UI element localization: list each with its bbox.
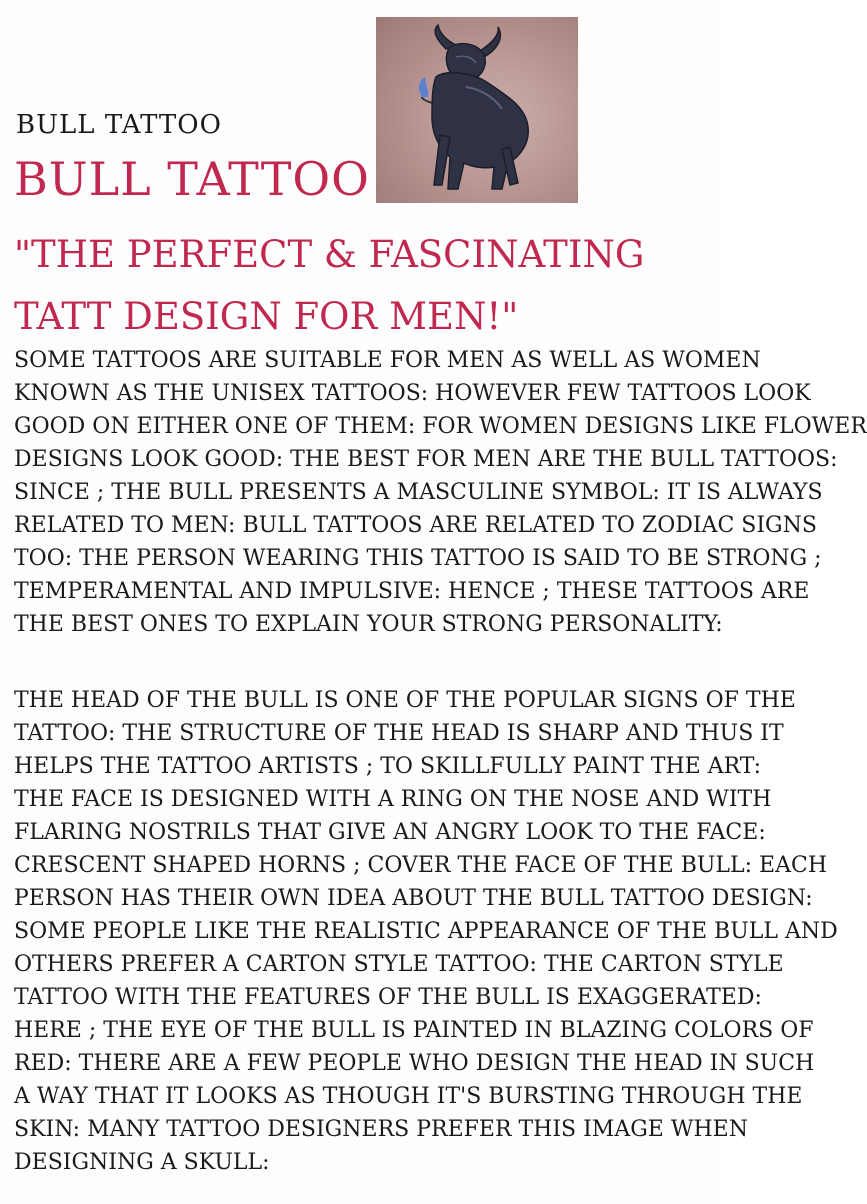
paragraph-line: RED: THERE ARE A FEW PEOPLE WHO DESIGN THE HEAD IN SUCH [14, 1051, 815, 1076]
paragraph-line: SINCE ; THE BULL PRESENTS A MASCULINE SYMBOL: IT IS ALWAYS [14, 480, 823, 505]
paragraph-line: TEMPERAMENTAL AND IMPULSIVE: HENCE ; THESE TATTOOS ARE [14, 579, 810, 604]
paragraph-line: SKIN: MANY TATTOO DESIGNERS PREFER THIS IMAGE WHEN [14, 1117, 748, 1142]
paragraph-line: SOME PEOPLE LIKE THE REALISTIC APPEARANCE OF THE BULL AND [14, 919, 838, 944]
paragraph-2 [14, 684, 838, 1179]
paragraph-line: OTHERS PREFER A CARTON STYLE TATTOO: THE CARTON STYLE [14, 952, 784, 977]
paragraph-line: A WAY THAT IT LOOKS AS THOUGH IT'S BURSTING THROUGH THE [14, 1084, 803, 1109]
small-title: BULL TATTOO [16, 110, 222, 140]
paragraph-line: RELATED TO MEN: BULL TATTOOS ARE RELATED TO ZODIAC SIGNS [14, 513, 817, 538]
paragraph-line: THE BEST ONES TO EXPLAIN YOUR STRONG PERSONALITY: [14, 612, 723, 637]
paragraph-line: THE FACE IS DESIGNED WITH A RING ON THE NOSE AND WITH [14, 787, 772, 812]
paragraph-line: TATTOO: THE STRUCTURE OF THE HEAD IS SHARP AND THUS IT [14, 721, 784, 746]
paragraph-line: HERE ; THE EYE OF THE BULL IS PAINTED IN BLAZING COLORS OF [14, 1018, 814, 1043]
paragraph-line: SOME TATTOOS ARE SUITABLE FOR MEN AS WELL AS WOMEN [14, 348, 761, 373]
paragraph-line: GOOD ON EITHER ONE OF THEM: FOR WOMEN DESIGNS LIKE FLOWER [14, 414, 867, 439]
page-subtitle: "THE PERFECT & FASCINATING TATT DESIGN FOR MEN!" [14, 233, 645, 338]
paragraph-line: PERSON HAS THEIR OWN IDEA ABOUT THE BULL TATTOO DESIGN: [14, 886, 813, 911]
paragraph-line: CRESCENT SHAPED HORNS ; COVER THE FACE OF THE BULL: EACH [14, 853, 828, 878]
paragraph-line: DESIGNING A SKULL: [14, 1150, 270, 1175]
paragraph-line: HELPS THE TATTOO ARTISTS ; TO SKILLFULLY PAINT THE ART: [14, 754, 762, 779]
paragraph-line: TOO: THE PERSON WEARING THIS TATTOO IS SAID TO BE STRONG ; [14, 546, 822, 571]
bull-tattoo-image [376, 17, 578, 203]
paragraph-line: TATTOO WITH THE FEATURES OF THE BULL IS EXAGGERATED: [14, 985, 762, 1010]
paragraph-1 [14, 344, 867, 641]
bull-tattoo-photo [376, 17, 578, 203]
paragraph-line: FLARING NOSTRILS THAT GIVE AN ANGRY LOOK TO THE FACE: [14, 820, 766, 845]
paragraph-line: KNOWN AS THE UNISEX TATTOOS: HOWEVER FEW TATTOOS LOOK [14, 381, 811, 406]
page-title: BULL TATTOO [14, 152, 370, 206]
paragraph-line: DESIGNS LOOK GOOD: THE BEST FOR MEN ARE THE BULL TATTOOS: [14, 447, 838, 472]
paragraph-line: THE HEAD OF THE BULL IS ONE OF THE POPULAR SIGNS OF THE [14, 688, 796, 713]
